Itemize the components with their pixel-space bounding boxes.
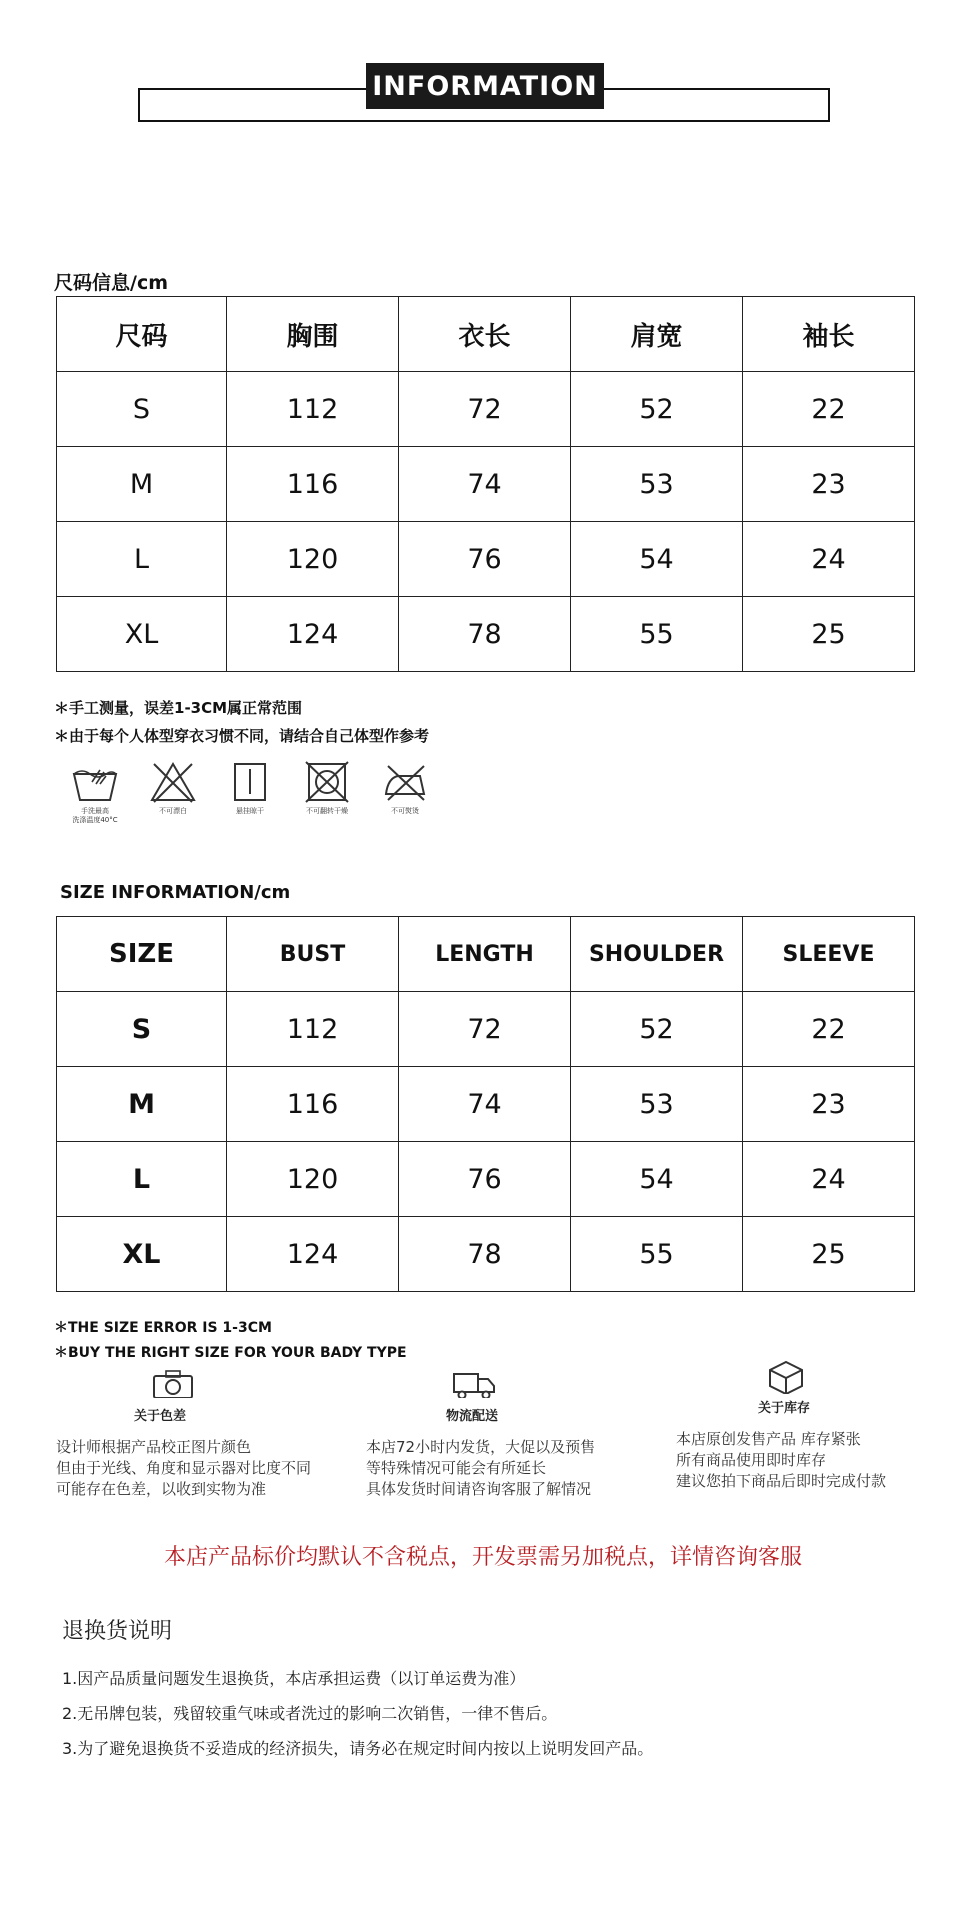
table-header-row [57,917,915,992]
table-cell: S [57,992,227,1067]
table-cell: M [57,1067,227,1142]
table-cell: 24 [743,522,915,597]
table-cell: XL [57,597,227,672]
table-cell: 53 [571,1067,743,1142]
table-cell: 23 [743,1067,915,1142]
en-size-table [56,916,915,1292]
info-stock [676,1358,916,1492]
table-header-row [57,297,915,372]
column-header: 衣长 [399,297,571,372]
table-cell: 124 [227,597,399,672]
table-cell: 78 [399,597,571,672]
hang-dry-icon [225,760,275,804]
table-cell: 55 [571,597,743,672]
table-cell: M [57,447,227,522]
no-bleach-icon [148,760,198,804]
table-cell: 120 [227,1142,399,1217]
table-cell: 53 [571,447,743,522]
info-line: 等特殊情况可能会有所延长 [366,1459,547,1477]
cn-note: ＊由于每个人体型穿衣习惯不同，请结合自己体型作参考 [54,727,430,745]
table-cell: 55 [571,1217,743,1292]
care-item [138,760,208,816]
care-caption: 手洗最高 洗涤温度40°C [72,807,118,824]
care-caption: 不可漂白 [159,807,187,815]
table-row [57,1142,915,1217]
camera-icon [66,1368,306,1398]
table-row [57,372,915,447]
en-section-label: SIZE INFORMATION/cm [60,882,291,903]
info-line: 可能存在色差，以收到实物为准 [56,1480,267,1498]
table-cell: 23 [743,447,915,522]
returns-line: 3.为了避免退换货不妥造成的经济损失，请务必在规定时间内按以上说明发回产品。 [62,1739,654,1758]
info-line: 设计师根据产品校正图片颜色 [56,1438,252,1456]
info-line: 但由于光线、角度和显示器对比度不同 [56,1459,312,1477]
table-cell: 76 [399,1142,571,1217]
table-cell: 116 [227,1067,399,1142]
table-cell: 72 [399,992,571,1067]
table-cell: 25 [743,1217,915,1292]
care-item [292,760,362,816]
table-cell: 22 [743,372,915,447]
table-cell: 24 [743,1142,915,1217]
info-title: 关于库存 [758,1401,811,1416]
care-item [370,760,440,816]
table-row [57,1067,915,1142]
truck-icon [366,1368,606,1398]
cn-size-table [56,296,915,672]
column-header: 尺码 [57,297,227,372]
column-header: SIZE [57,917,227,992]
table-cell: 74 [399,447,571,522]
care-caption: 不可熨烫 [391,807,419,815]
page-title: INFORMATION [366,63,604,109]
table-cell: 78 [399,1217,571,1292]
column-header: SHOULDER [571,917,743,992]
hand-wash-icon [70,760,120,804]
table-cell: 74 [399,1067,571,1142]
no-tumble-dry-icon [302,760,352,804]
column-header: SLEEVE [743,917,915,992]
table-cell: 76 [399,522,571,597]
column-header: BUST [227,917,399,992]
table-cell: 22 [743,992,915,1067]
table-row [57,992,915,1067]
table-cell: 25 [743,597,915,672]
care-caption: 不可翻转干燥 [306,807,348,815]
table-cell: XL [57,1217,227,1292]
info-line: 本店72小时内发货，大促以及预售 [366,1438,596,1456]
table-cell: 54 [571,522,743,597]
table-cell: L [57,1142,227,1217]
box-icon [676,1358,916,1394]
info-line: 本店原创发售产品 库存紧张 [676,1430,861,1448]
care-symbols [60,760,440,836]
tax-notice: 本店产品标价均默认不含税点，开发票需另加税点，详情咨询客服 [163,1545,802,1570]
no-iron-icon [380,760,430,804]
column-header: LENGTH [399,917,571,992]
returns-title: 退换货说明 [62,1619,173,1644]
returns-line: 2.无吊牌包装，残留较重气味或者洗过的影响二次销售，一律不售后。 [62,1704,558,1723]
table-cell: 112 [227,992,399,1067]
info-title: 物流配送 [446,1409,499,1424]
cn-note: ＊手工测量，误差1-3CM属正常范围 [54,699,303,717]
column-header: 肩宽 [571,297,743,372]
cn-section-label: 尺码信息/cm [54,272,169,294]
table-cell: 112 [227,372,399,447]
table-cell: 54 [571,1142,743,1217]
info-line: 具体发货时间请咨询客服了解情况 [366,1480,592,1498]
info-logistics [366,1368,606,1500]
care-caption: 悬挂晾干 [236,807,264,815]
table-row [57,597,915,672]
table-row [57,447,915,522]
en-note: ＊THE SIZE ERROR IS 1-3CM [54,1320,272,1336]
table-cell: 124 [227,1217,399,1292]
table-cell: L [57,522,227,597]
table-row [57,1217,915,1292]
info-color-difference [56,1368,312,1500]
table-cell: S [57,372,227,447]
table-cell: 52 [571,992,743,1067]
column-header: 袖长 [743,297,915,372]
table-cell: 52 [571,372,743,447]
table-cell: 72 [399,372,571,447]
table-row [57,522,915,597]
en-note: ＊BUY THE RIGHT SIZE FOR YOUR BADY TYPE [54,1345,407,1361]
info-title: 关于色差 [134,1409,187,1424]
care-item [60,760,130,825]
info-line: 建议您拍下商品后即时完成付款 [676,1472,887,1490]
care-item [215,760,285,816]
table-cell: 116 [227,447,399,522]
column-header: 胸围 [227,297,399,372]
table-cell: 120 [227,522,399,597]
returns-line: 1.因产品质量问题发生退换货，本店承担运费（以订单运费为准） [62,1669,526,1688]
info-line: 所有商品使用即时库存 [676,1451,827,1469]
